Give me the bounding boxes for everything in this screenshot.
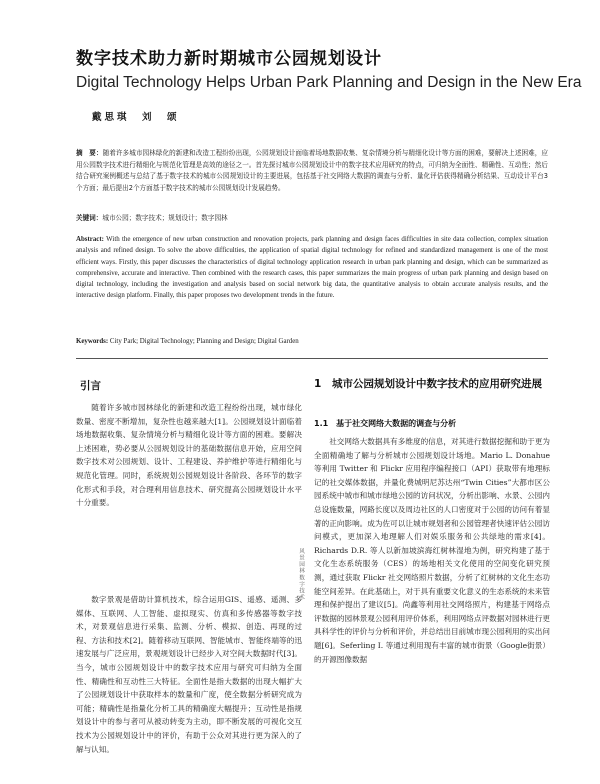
section-1-title: 城市公园规划设计中数字技术的应用研究进展	[332, 378, 542, 390]
keywords-cn-label: 关键词：	[76, 214, 103, 222]
section-1-heading	[314, 376, 550, 392]
keywords-cn-text: 城市公园；数字技术；规划设计；数字园林	[102, 214, 228, 222]
section-1-number: 1	[314, 378, 322, 390]
intro-paragraph-1: 随着许多城市园林绿化的新建和改造工程纷纷出现，城市绿化数量、密度不断增加，复杂性也越来越大[1]。公园规划设计面临着场地数据收集、复杂情境分析与精细化设计等方面的困难。要解决上述困难，势必要从公园规划设计的基础数据信息开始，应用空间数字技术对公园规划、设计、工程建设、养护维护等进行精细化与规范化管理。同时，系统规划公园规划设计各阶段、各环节的数字化形式和手段，对合理利用信息技术、研究提高公园规划设计水平十分重要。	[76, 403, 302, 508]
paper-authors: 戴思琪 刘 颂	[92, 112, 180, 123]
right-column	[314, 376, 550, 695]
paper-title-en: Digital Technology Helps Urban Park Planning and Design in the New Era	[76, 74, 582, 91]
left-column	[76, 378, 302, 784]
intro-paragraph-2: 数字景观是借助计算机技术，综合运用GIS、遥感、遥测、多媒体、互联网、人工智能、虚拟现实、仿真和多传感器等数字技术，对景观信息进行采集、监测、分析、模拟、创造、再现的过程、方法和技术[2]。随着移动互联网、智能城市、智能终端等的迅速发展与广泛应用，景观规划设计已经步入对空间大数据时代[3]。当今，城市公园规划设计中的数字技术应用与研究可归纳为全面性、精确性和互动性三大特征。全面性是指大数据的出现大幅扩大了公园规划设计中获取样本的数量和广度，使全数据分析研究成为可能；精确性是指量化分析工具的精确度大幅提升；互动性是指规划设计中的参与者可从被动转变为主动，即不断发展的可视化交互技术为公园规划设计中的评价，有助于公众对其进行更为深入的了解与认知。	[76, 595, 302, 754]
abstract-cn-label: 摘 要：	[76, 149, 103, 157]
abstract-en	[76, 234, 548, 336]
journal-section-label: 风景园林数字技术	[298, 548, 304, 601]
keywords-en-label: Keywords:	[76, 338, 109, 345]
abstract-en-text: With the emergence of new urban construction and renovation projects, park planning and design faces difficulties in site data collection, complex situation analysis and refined design. To solve the above difficulties, the application of spatial digital technology for refined and standardized management is one of the most efficient ways. Firstly, this paper discusses the characteristics of digital technology application research in urban park planning and design, which can be summarized as comprehensive, accurate and interactive. Then combined with the research cases, this paper summarizes the main progress of urban park planning and design based on digital technology, including the investigation and analysis based on social network big data, the quantitative analysis to obtain accurate analysis results, and the interactive design platform. Finally, this paper proposes two development trends in the future.	[76, 236, 548, 300]
abstract-cn-text: 随着许多城市园林绿化的新建和改造工程纷纷出现，公园规划设计面临着场地数据收集、复杂情境分析与精细化设计等方面的困难，要解决上述困难，应用公园数字技术进行精细化与规范化管理是高效的途径之一。首先探讨城市公园规划设计中的数字技术应用研究的特点，可归纳为全面性、精确性、互动性；然后结合研究案例概述与总结了基于数字技术的城市公园规划设计的主要进展，包括基于社交网络大数据的调查与分析、量化评估获得精确分析结果、互动设计平台3个方面；最后提出2个方面基于数字技术的城市公园规划设计发展趋势。	[76, 149, 548, 192]
subsection-1-1-heading: 1.1 基于社交网络大数据的调查与分析	[314, 419, 457, 428]
paper-title-cn: 数字技术助力新时期城市公园规划设计	[76, 49, 382, 69]
keywords-en-text: City Park; Digital Technology; Planning and Design; Digital Garden	[109, 338, 299, 345]
section-1-1-paragraph: 社交网络大数据具有多维度的信息，对其进行数据挖掘和助于更为全面精确地了解与分析城市公园规划设计场地。Mario L. Donahue 等利用 Twitter 和 Flickr 应用程序编程接口（API）获取带有地理标记的社交媒体数据，并量化费城明尼苏达州“Twin Cities”大都市区公园系统中城市和城市绿地公园的访问状况，分析出影响、水景、公园内总设施数量，网路长度以及周边社区的人口密度对于公园的访问有着显著的正向影响。成为佐可以让城市规划者和公园管理者快速评估公园访问模式，更加深入地理解人们对娱乐服务和公共绿地的需求[4]。Richards D.R. 等人以新加坡滨海红树林湿地为例，研究构建了基于文化生态系统服务（CES）的场地相关文化使用的空间变化研究预测，通过获取 Flickr 社交网络照片数据，分析了红树林的文化生态功能空间差异。在此基础上，对于具有重要文化意义的生态系统的未来管理和保护提出了建议[5]。尚鑫等利用社交网络照片，构建基于网络点评数据的园林景观公园利用评价体系，利用网络点评数据对园林进行更具科学性的评价与分析和评价，并总结出目前城市现公园利用的实出问题[6]。Seferling I. 等通过利用现有丰富的城市街景（Google街景）的开源图像数据	[314, 437, 550, 664]
intro-heading: 引言	[80, 380, 101, 392]
header-divider	[76, 358, 548, 359]
keywords-en	[76, 336, 548, 347]
abstract-cn	[76, 148, 548, 212]
abstract-en-label: Abstract:	[76, 236, 104, 243]
keywords-cn	[76, 213, 548, 224]
